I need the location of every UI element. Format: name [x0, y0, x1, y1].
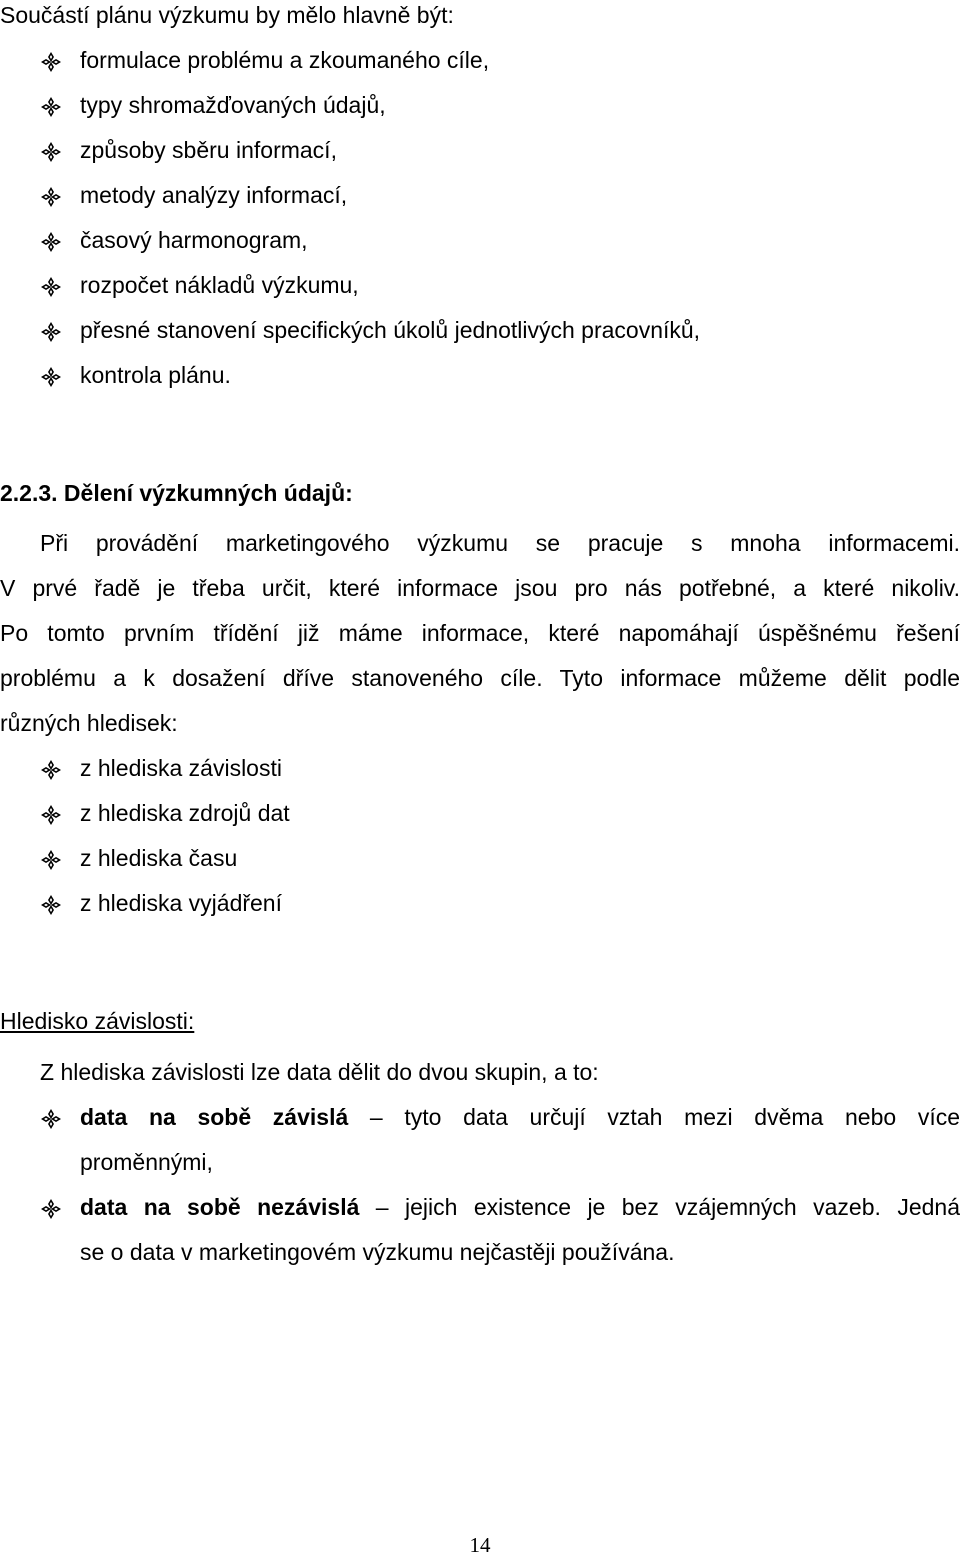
- diamond-bullet-icon: [40, 849, 62, 871]
- intro-text: Součástí plánu výzkumu by mělo hlavně být:: [0, 2, 454, 28]
- paragraph-line: Při provádění marketingového výzkumu se pracuje s mnoha informacemi.: [40, 530, 960, 556]
- dependency-intro: Z hlediska závislosti lze data dělit do dvou skupin, a to:: [40, 1059, 599, 1085]
- list-item-text: z hlediska času: [80, 845, 238, 871]
- list-item-first-line: [80, 1192, 960, 1222]
- term-description: – jejich existence je bez vzájemných vazeb. Jedná: [359, 1194, 960, 1220]
- list-item-text: z hlediska závislosti: [80, 755, 282, 781]
- list-item-text: metody analýzy informací,: [80, 182, 348, 208]
- diamond-bullet-icon: [40, 804, 62, 826]
- list-item-text: z hlediska zdrojů dat: [80, 800, 290, 826]
- list-item-text: z hlediska vyjádření: [80, 890, 282, 916]
- list-item-text: způsoby sběru informací,: [80, 137, 337, 163]
- diamond-bullet-icon: [40, 141, 62, 163]
- paragraph-line: problému a k dosažení dříve stanoveného cíle. Tyto informace můžeme dělit podle: [0, 665, 960, 691]
- term-description: – tyto data určují vztah mezi dvěma nebo více: [348, 1104, 960, 1130]
- list-item-text: formulace problému a zkoumaného cíle,: [80, 47, 490, 73]
- diamond-bullet-icon: [40, 186, 62, 208]
- diamond-bullet-icon: [40, 759, 62, 781]
- list-item-text: kontrola plánu.: [80, 362, 231, 388]
- diamond-bullet-icon: [40, 1198, 62, 1220]
- diamond-bullet-icon: [40, 894, 62, 916]
- paragraph-line: V prvé řadě je třeba určit, které informace jsou pro nás potřebné, a které nikoliv.: [0, 575, 960, 601]
- list-item-first-line: [80, 1102, 960, 1132]
- paragraph-line: různých hledisek:: [0, 710, 178, 736]
- paragraph-line: Po tomto prvním třídění již máme informace, které napomáhají úspěšnému řešení: [0, 620, 960, 646]
- list-item-text: rozpočet nákladů výzkumu,: [80, 272, 359, 298]
- list-item-continuation: proměnnými,: [80, 1149, 213, 1175]
- bold-term: data na sobě nezávislá: [80, 1194, 360, 1220]
- diamond-bullet-icon: [40, 96, 62, 118]
- list-item-text: přesné stanovení specifických úkolů jednotlivých pracovníků,: [80, 317, 701, 343]
- page-number: 14: [469, 1533, 491, 1557]
- section-heading: 2.2.3. Dělení výzkumných údajů:: [0, 480, 353, 506]
- diamond-bullet-icon: [40, 51, 62, 73]
- list-item-text: časový harmonogram,: [80, 227, 308, 253]
- diamond-bullet-icon: [40, 366, 62, 388]
- diamond-bullet-icon: [40, 321, 62, 343]
- list-item-continuation: se o data v marketingovém výzkumu nejčastěji používána.: [80, 1239, 675, 1265]
- list-item-text: typy shromažďovaných údajů,: [80, 92, 386, 118]
- diamond-bullet-icon: [40, 1108, 62, 1130]
- subheading: Hledisko závislosti:: [0, 1008, 195, 1034]
- bold-term: data na sobě závislá: [80, 1104, 349, 1130]
- diamond-bullet-icon: [40, 276, 62, 298]
- diamond-bullet-icon: [40, 231, 62, 253]
